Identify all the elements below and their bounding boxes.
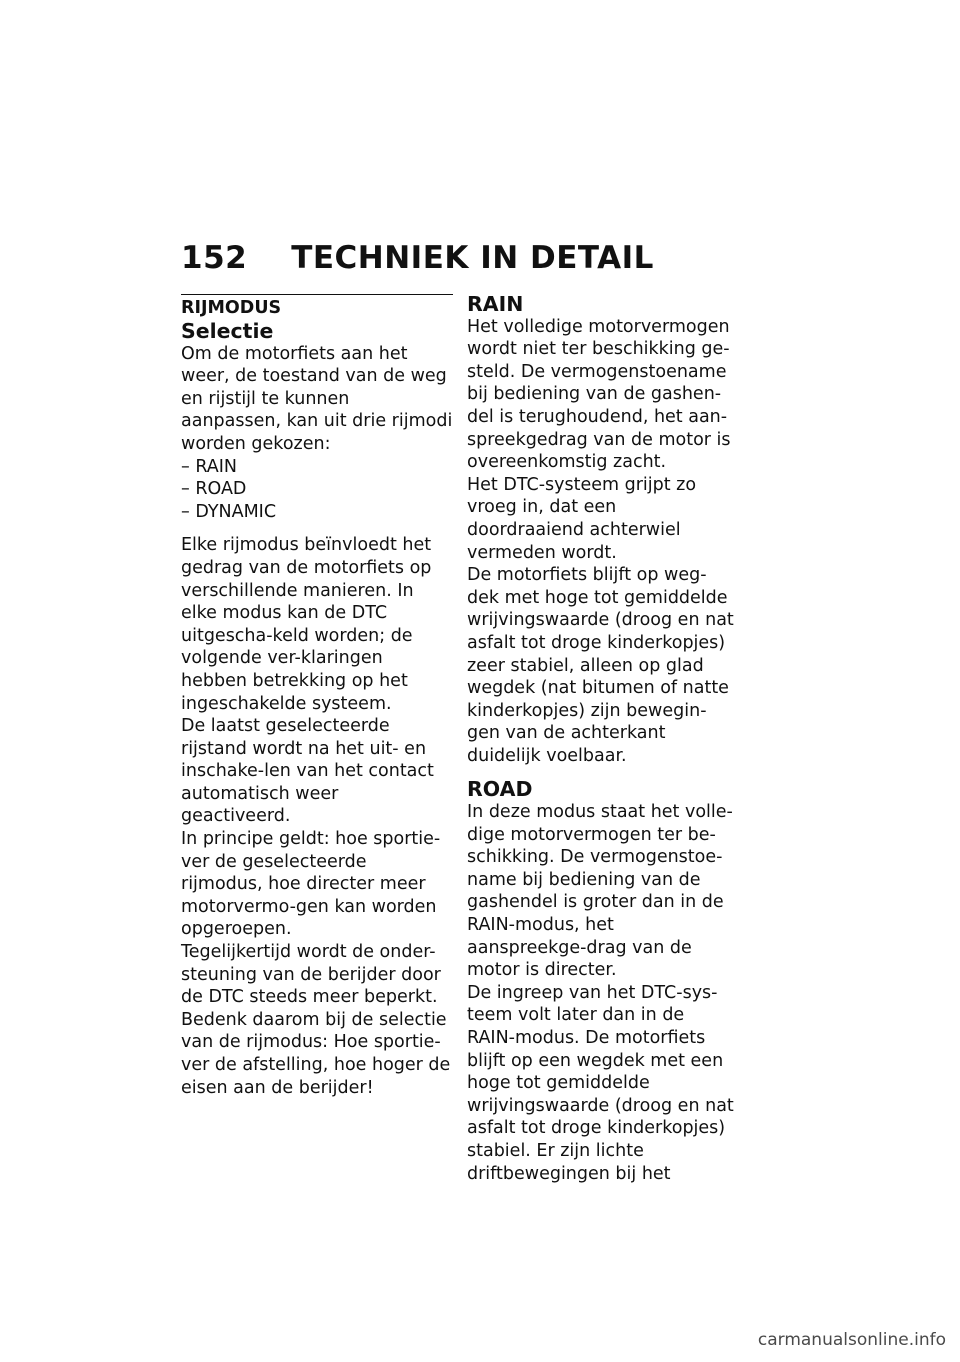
watermark: carmanualsonline.info [757,1330,946,1350]
paragraph: De ingreep van het DTC-sys-teem volt later dan in de RAIN-modus. De motorfiets blijft op een wegdek met een hoge tot gemiddelde wrijvingswaarde (droog en nat asfalt tot droge kinderkopjes) stabiel. Er zijn lichte driftbewegingen bij het [467,982,734,1184]
paragraph: In deze modus staat het volle-dige motorvermogen ter be-schikking. De vermogenstoe-name bij bediening van de gashendel is groter dan in de RAIN-modus, het aanspreekge-drag van de motor is directer. [467,802,733,981]
page-header [181,240,654,276]
rain-heading: RAIN [467,292,524,316]
chapter-title: TECHNIEK IN DETAIL [291,240,654,276]
paragraph: Het volledige motorvermogen wordt niet ter beschikking ge-steld. De vermogenstoename bij bediening van de gashen-del is terughoudend, het aan-spreekgedrag van de motor is overeenkomstig zacht. [467,316,731,473]
paragraph: In principe geldt: hoe sportie-ver de geselecteerde rijmodus, hoe directer meer motorvermo-gen kan worden opgeroepen. [181,829,441,940]
mode-list [181,456,453,524]
road-heading: ROAD [467,777,533,802]
paragraph: Tegelijkertijd wordt de onder-steuning van de berijder door de DTC steeds meer beperkt. [181,942,441,1008]
page-number: 152 [181,240,248,276]
paragraph: Het DTC-systeem grijpt zo vroeg in, dat een doordraaiend achterwiel vermeden wordt. [467,474,697,563]
left-column [181,294,453,1099]
paragraph: De motorfiets blijft op weg-dek met hoge tot gemiddelde wrijvingswaarde (droog en nat asfalt tot droge kinderkopjes) zeer stabiel, alleen op glad wegdek (nat bitumen of natte kinderkopjes) zijn bewegin-gen van de achterkant duidelijk voelbaar. [467,565,734,766]
mode-list-item: – RAIN [181,456,237,477]
paragraph: De laatst geselecteerde rijstand wordt na het uit- en inschake-len van het contact automatisch weer geactiveerd. [181,716,434,827]
section-heading: RIJMODUS [181,298,282,318]
mode-list-item: – ROAD [181,479,247,500]
intro-paragraph: Om de motorfiets aan het weer, de toestand van de weg en rijstijl te kunnen aanpassen, kan uit drie rijmodi worden gekozen: [181,343,453,454]
mode-list-item: – DYNAMIC [181,501,277,522]
right-column [467,293,735,1185]
paragraph: Bedenk daarom bij de selectie van de rijmodus: Hoe sportie-ver de afstelling, hoe hoger de eisen aan de berijder! [181,1009,451,1098]
subheading-selectie: Selectie [181,319,274,343]
paragraph: Elke rijmodus beïnvloedt het gedrag van de motorfiets op verschillende manieren. In elke modus kan de DTC uitgescha-keld worden; de volgende ver-klaringen hebben betrekking op het ingeschakelde systeem. [181,535,432,714]
